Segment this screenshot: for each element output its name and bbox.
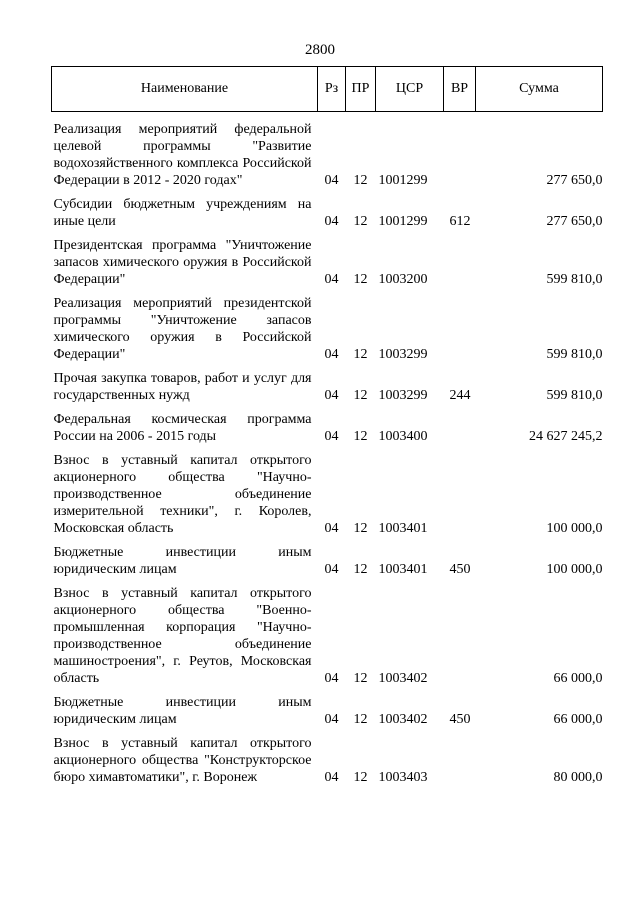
row-name: Субсидии бюджетным учреждениям на иные цели — [53, 197, 312, 229]
row-pr: 12 — [353, 770, 368, 785]
row-sum: 66 000,0 — [553, 712, 603, 727]
row-sum: 277 650,0 — [546, 173, 603, 188]
row-sum: 24 627 245,2 — [529, 429, 603, 444]
table-row — [52, 445, 603, 537]
row-name: Реализация мероприятий федеральной целевой программы "Развитие водохозяйственного комплекса Российской Федерации в 2012 - 2020 годах" — [53, 122, 312, 188]
row-sum: 100 000,0 — [546, 562, 603, 577]
row-csr: 1003299 — [378, 388, 428, 403]
row-sum: 599 810,0 — [546, 347, 603, 362]
row-rz: 04 — [324, 347, 339, 362]
row-vr: 612 — [449, 214, 471, 229]
table-row — [52, 363, 603, 404]
row-rz: 04 — [324, 214, 339, 229]
row-vr: 244 — [449, 388, 471, 403]
row-vr: 450 — [449, 562, 471, 577]
row-vr: 450 — [449, 712, 471, 727]
table-row — [52, 404, 603, 445]
row-sum: 66 000,0 — [553, 671, 603, 686]
table-row — [52, 112, 603, 190]
row-sum: 277 650,0 — [546, 214, 603, 229]
budget-table — [51, 66, 603, 786]
row-sum: 100 000,0 — [546, 521, 603, 536]
row-vr — [444, 728, 476, 786]
table-row — [52, 288, 603, 363]
page-number: 2800 — [305, 42, 335, 58]
row-name: Прочая закупка товаров, работ и услуг для государственных нужд — [53, 371, 312, 403]
row-pr: 12 — [353, 429, 368, 444]
row-csr: 1003402 — [378, 712, 428, 727]
header-name: Наименование — [52, 67, 318, 112]
row-rz: 04 — [324, 671, 339, 686]
table-header-row — [52, 67, 603, 112]
row-name: Бюджетные инвестиции иным юридическим лицам — [53, 545, 312, 577]
row-csr: 1003299 — [378, 347, 428, 362]
row-pr: 12 — [353, 347, 368, 362]
row-name: Реализация мероприятий президентской программы "Уничтожение запасов химического оружия в Российской Федерации" — [53, 296, 312, 362]
row-pr: 12 — [353, 214, 368, 229]
row-rz: 04 — [324, 388, 339, 403]
row-pr: 12 — [353, 388, 368, 403]
row-csr: 1003401 — [378, 521, 428, 536]
row-vr — [444, 404, 476, 445]
row-vr — [444, 445, 476, 537]
row-pr: 12 — [353, 712, 368, 727]
row-name: Президентская программа "Уничтожение запасов химического оружия в Российской Федерации" — [53, 238, 312, 287]
header-rz: Рз — [318, 67, 346, 112]
row-name: Взнос в уставный капитал открытого акционерного общества "Конструкторское бюро химавтоматики", г. Воронеж — [53, 736, 312, 785]
table-row — [52, 728, 603, 786]
row-csr: 1003400 — [378, 429, 428, 444]
row-vr — [444, 288, 476, 363]
row-rz: 04 — [324, 770, 339, 785]
row-csr: 1003403 — [378, 770, 428, 785]
row-pr: 12 — [353, 272, 368, 287]
header-pr: ПР — [346, 67, 376, 112]
header-csr: ЦСР — [376, 67, 444, 112]
header-vr: ВР — [444, 67, 476, 112]
row-name: Взнос в уставный капитал открытого акционерного общества "Военно-промышленная корпорация "Научно-производственное объединение машиностроения", г. Реутов, Московская область — [53, 586, 312, 686]
row-pr: 12 — [353, 521, 368, 536]
row-pr: 12 — [353, 671, 368, 686]
header-sum: Сумма — [476, 67, 603, 112]
table-row — [52, 230, 603, 288]
table-row — [52, 687, 603, 728]
table-row — [52, 189, 603, 230]
row-csr: 1001299 — [378, 214, 428, 229]
row-name: Взнос в уставный капитал открытого акционерного общества "Научно-производственное объединение измерительной техники", г. Королев, Московская область — [53, 453, 312, 536]
row-vr — [444, 230, 476, 288]
row-pr: 12 — [353, 173, 368, 188]
row-csr: 1003402 — [378, 671, 428, 686]
row-rz: 04 — [324, 429, 339, 444]
row-csr: 1003200 — [378, 272, 428, 287]
row-sum: 80 000,0 — [553, 770, 603, 785]
row-name: Федеральная космическая программа России на 2006 - 2015 годы — [53, 412, 312, 444]
row-vr — [444, 578, 476, 687]
row-rz: 04 — [324, 712, 339, 727]
table-row — [52, 578, 603, 687]
row-vr — [444, 112, 476, 190]
row-name: Бюджетные инвестиции иным юридическим лицам — [53, 695, 312, 727]
row-sum: 599 810,0 — [546, 272, 603, 287]
row-rz: 04 — [324, 562, 339, 577]
row-rz: 04 — [324, 173, 339, 188]
row-csr: 1001299 — [378, 173, 428, 188]
row-rz: 04 — [324, 272, 339, 287]
row-rz: 04 — [324, 521, 339, 536]
row-csr: 1003401 — [378, 562, 428, 577]
table-row — [52, 537, 603, 578]
row-pr: 12 — [353, 562, 368, 577]
row-sum: 599 810,0 — [546, 388, 603, 403]
